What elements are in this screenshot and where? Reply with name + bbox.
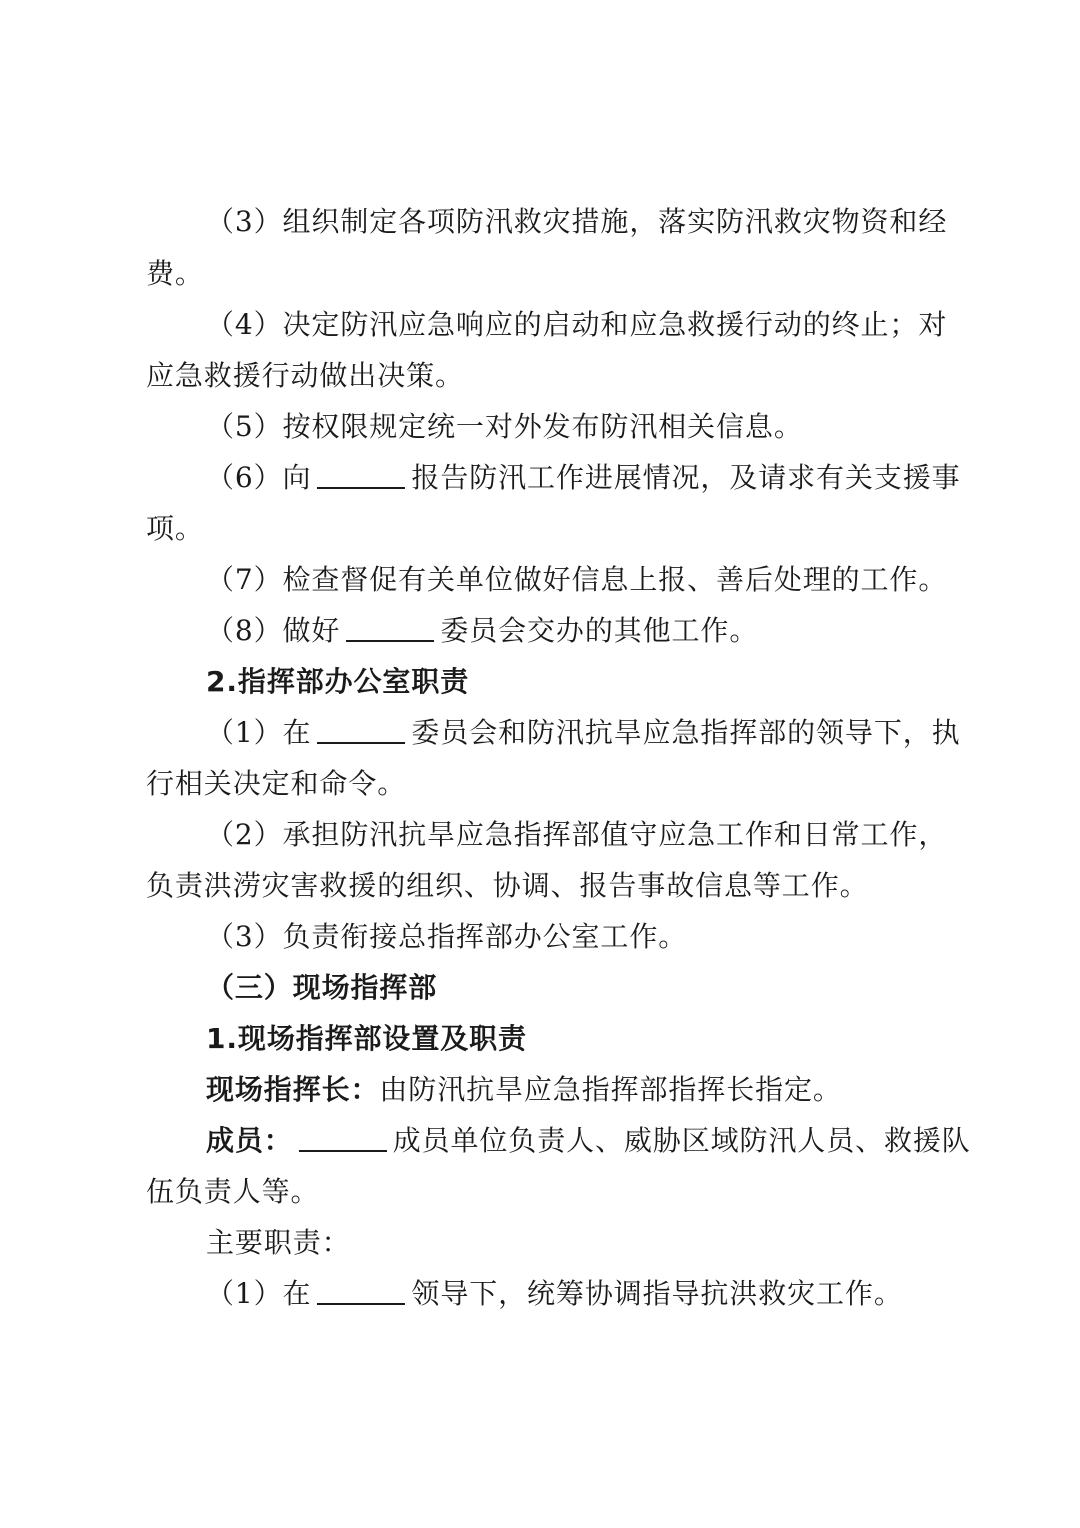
field-label: 成员： xyxy=(206,1124,293,1157)
text-segment: （1）在 xyxy=(206,1277,312,1310)
text-segment: （8）做好 xyxy=(206,614,341,647)
text-segment: 领导下，统筹协调指导抗洪救灾工作。 xyxy=(411,1277,903,1310)
paragraph-line: （2）承担防汛抗旱应急指挥部值守应急工作和日常工作， xyxy=(206,818,948,851)
text-segment: 由防汛抗旱应急指挥部指挥长指定。 xyxy=(379,1073,842,1106)
section-heading: 2.指挥部办公室职责 xyxy=(206,665,470,698)
paragraph-line: （4）决定防汛应急响应的启动和应急救援行动的终止；对 xyxy=(206,308,948,341)
paragraph-line: （3）负责衔接总指挥部办公室工作。 xyxy=(206,920,688,953)
paragraph-line: 应急救援行动做出决策。 xyxy=(146,359,464,392)
paragraph-line: （3）组织制定各项防汛救灾措施，落实防汛救灾物资和经 xyxy=(206,205,948,238)
paragraph-line: 行相关决定和命令。 xyxy=(146,767,407,800)
section-heading: 1.现场指挥部设置及职责 xyxy=(206,1022,527,1055)
fill-in-blank xyxy=(317,459,405,489)
paragraph-line xyxy=(0,1070,1080,1110)
paragraph-line: 伍负责人等。 xyxy=(146,1175,320,1208)
paragraph-line xyxy=(0,1121,1080,1161)
paragraph-line xyxy=(0,458,1080,498)
fill-in-blank xyxy=(346,612,434,642)
text-segment: （6）向 xyxy=(206,461,312,494)
paragraph-line xyxy=(0,713,1080,753)
fill-in-blank xyxy=(317,1275,405,1305)
paragraph-line: 费。 xyxy=(146,257,204,290)
field-label: 现场指挥长： xyxy=(206,1073,380,1106)
text-segment: 成员单位负责人、威胁区域防汛人员、救援队 xyxy=(392,1124,971,1157)
paragraph-line: （7）检查督促有关单位做好信息上报、善后处理的工作。 xyxy=(206,563,948,596)
section-heading: （三）现场指挥部 xyxy=(206,971,438,1004)
text-segment: （1）在 xyxy=(206,716,312,749)
paragraph-line xyxy=(0,611,1080,651)
paragraph-line: 负责洪涝灾害救援的组织、协调、报告事故信息等工作。 xyxy=(146,869,869,902)
text-segment: 报告防汛工作进展情况，及请求有关支援事 xyxy=(411,461,961,494)
paragraph-line: （5）按权限规定统一对外发布防汛相关信息。 xyxy=(206,410,803,443)
paragraph-line xyxy=(0,1274,1080,1314)
text-segment: 委员会交办的其他工作。 xyxy=(440,614,759,647)
fill-in-blank xyxy=(299,1122,387,1152)
paragraph-line: 项。 xyxy=(146,512,204,545)
text-segment: 委员会和防汛抗旱应急指挥部的领导下，执 xyxy=(411,716,961,749)
paragraph-line: 主要职责： xyxy=(206,1226,351,1259)
fill-in-blank xyxy=(317,714,405,744)
